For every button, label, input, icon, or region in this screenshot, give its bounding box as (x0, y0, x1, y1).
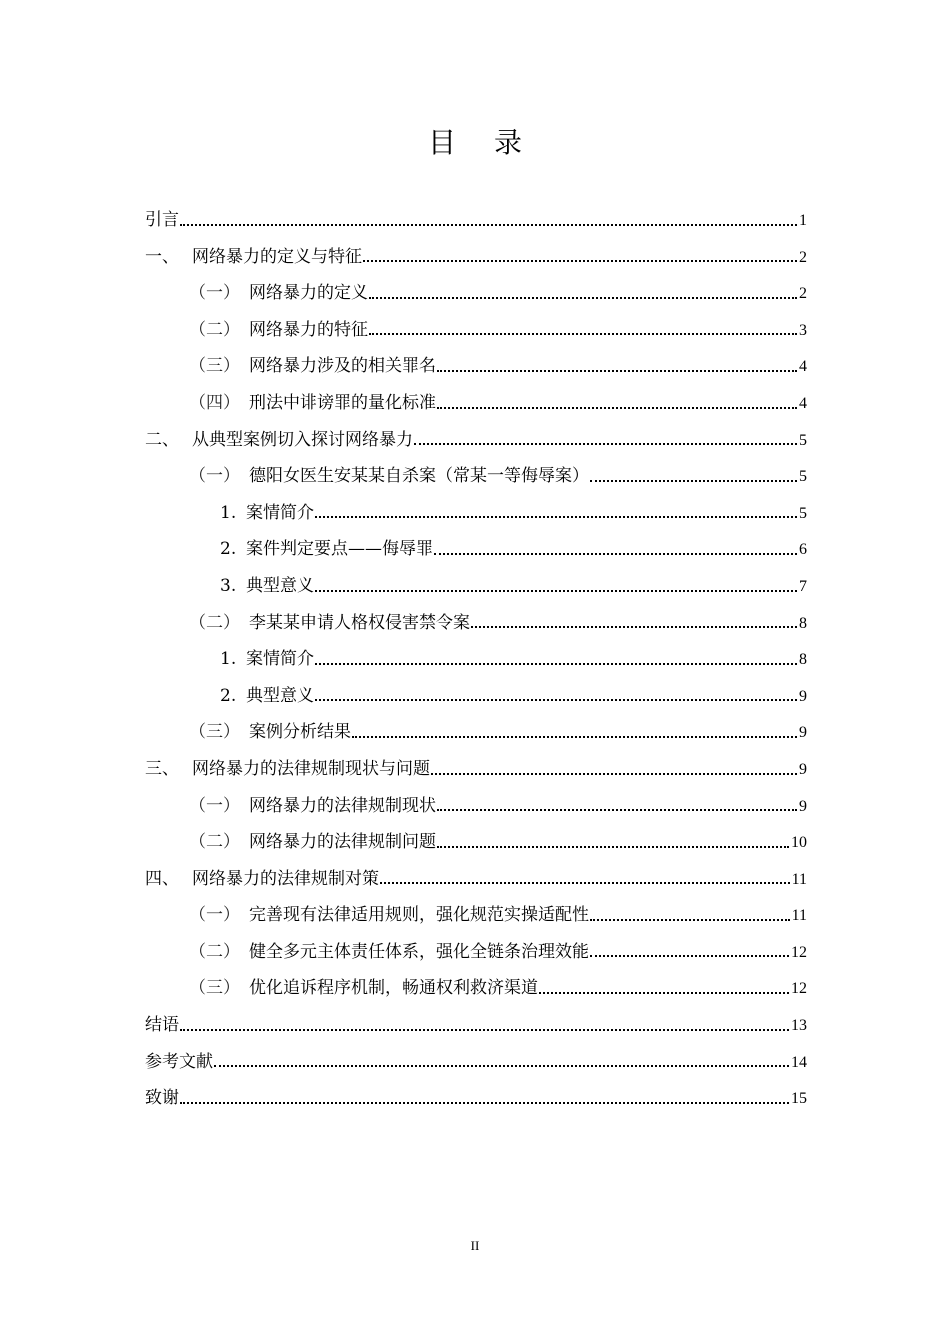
toc-entry-title: 健全多元主体责任体系，强化全链条治理效能 (249, 941, 589, 962)
toc-dot-leader (180, 223, 797, 226)
toc-dot-leader (471, 625, 797, 628)
toc-dot-leader (180, 1028, 789, 1031)
toc-entry-title: 案例分析结果 (249, 722, 351, 743)
toc-entry-title: 从典型案例切入探讨网络暴力 (192, 429, 413, 450)
toc-dot-leader (352, 735, 797, 738)
toc-dot-leader (539, 991, 789, 994)
toc-entry-title: 典型意义 (246, 575, 314, 596)
toc-entry-page: 4 (799, 394, 807, 412)
toc-entry-number: 2. (220, 539, 237, 560)
toc-entry[interactable] (145, 861, 807, 898)
toc-entry-number: （三） (189, 356, 240, 377)
toc-entry-number: （二） (189, 319, 240, 340)
toc-entry-page: 1 (799, 212, 807, 229)
toc-entry-page: 13 (791, 1017, 807, 1035)
toc-entry-number: （三） (189, 722, 240, 743)
toc-dot-leader (437, 406, 797, 409)
toc-entry[interactable] (145, 678, 807, 715)
page-number: II (470, 1238, 480, 1253)
table-of-contents (145, 202, 807, 1117)
toc-entry[interactable] (145, 897, 807, 934)
toc-entry-number: 1. (220, 502, 237, 523)
toc-entry-page: 2 (799, 248, 807, 266)
toc-entry[interactable] (145, 531, 807, 568)
toc-entry[interactable] (145, 1080, 807, 1117)
toc-entry[interactable] (145, 824, 807, 861)
toc-entry-title: 网络暴力的法律规制现状 (249, 795, 436, 816)
toc-entry-page: 5 (799, 431, 807, 449)
toc-dot-leader (414, 442, 797, 445)
toc-entry-number: 四、 (145, 868, 179, 889)
toc-entry-title: 引言 (145, 210, 179, 230)
toc-entry[interactable] (145, 970, 807, 1007)
toc-entry-number: （四） (189, 392, 240, 413)
toc-entry-title: 德阳女医生安某某自杀案（常某一等侮辱案） (249, 466, 589, 487)
toc-dot-leader (590, 954, 789, 957)
toc-entry-number: 1. (220, 649, 237, 670)
toc-dot-leader (380, 881, 790, 884)
toc-entry[interactable] (145, 458, 807, 495)
toc-entry-title: 网络暴力涉及的相关罪名 (249, 356, 436, 377)
toc-entry-page: 9 (799, 687, 807, 705)
toc-entry[interactable] (145, 348, 807, 385)
toc-entry-page: 12 (791, 943, 807, 961)
toc-entry-page: 11 (791, 907, 807, 925)
toc-entry-number: （二） (189, 941, 240, 962)
toc-dot-leader (369, 296, 797, 299)
toc-dot-leader (437, 845, 789, 848)
toc-dot-leader (315, 589, 797, 592)
toc-entry-page: 7 (799, 577, 807, 595)
toc-entry[interactable] (145, 641, 807, 678)
toc-dot-leader (180, 1101, 789, 1104)
toc-entry-page: 3 (799, 321, 807, 339)
toc-entry-number: （三） (189, 978, 240, 999)
toc-entry-page: 12 (791, 980, 807, 998)
toc-entry-title: 典型意义 (246, 685, 314, 706)
toc-entry-number: （一） (189, 795, 240, 816)
toc-entry-title: 网络暴力的法律规制问题 (249, 832, 436, 853)
toc-entry-page: 10 (791, 834, 807, 852)
toc-entry-title: 网络暴力的法律规制现状与问题 (192, 758, 430, 779)
toc-entry[interactable] (145, 239, 807, 276)
toc-entry[interactable] (145, 275, 807, 312)
toc-entry-page: 11 (791, 870, 807, 888)
toc-entry[interactable] (145, 312, 807, 349)
toc-entry-title: 案情简介 (246, 649, 314, 670)
toc-entry[interactable] (145, 751, 807, 788)
toc-dot-leader (369, 332, 797, 335)
toc-dot-leader (434, 552, 797, 555)
toc-entry[interactable] (145, 1007, 807, 1044)
toc-entry-title: 结语 (145, 1015, 179, 1036)
toc-entry-page: 9 (799, 724, 807, 742)
toc-entry[interactable] (145, 1044, 807, 1081)
toc-entry-title: 网络暴力的特征 (249, 319, 368, 340)
toc-entry-title: 优化追诉程序机制，畅通权利救济渠道 (249, 978, 538, 999)
toc-entry-page: 5 (799, 504, 807, 522)
toc-entry-number: （一） (189, 466, 240, 487)
toc-entry[interactable] (145, 422, 807, 459)
toc-entry-number: 一、 (145, 246, 179, 267)
toc-dot-leader (363, 259, 797, 262)
toc-entry-page: 9 (799, 760, 807, 778)
toc-entry[interactable] (145, 202, 807, 239)
toc-entry-number: （二） (189, 832, 240, 853)
toc-entry-number: 二、 (145, 429, 179, 450)
page-title: 目录 (427, 126, 560, 159)
toc-entry-title: 案情简介 (246, 502, 314, 523)
toc-entry-title: 致谢 (145, 1088, 179, 1109)
toc-entry[interactable] (145, 385, 807, 422)
toc-entry-title: 网络暴力的定义与特征 (192, 246, 362, 267)
toc-dot-leader (437, 369, 797, 372)
toc-entry[interactable] (145, 605, 807, 642)
toc-entry-number: 三、 (145, 758, 179, 779)
toc-entry-title: 案件判定要点——侮辱罪 (246, 539, 433, 560)
toc-entry-title: 参考文献 (145, 1051, 213, 1072)
toc-entry-page: 6 (799, 541, 807, 559)
toc-entry-page: 9 (799, 797, 807, 815)
toc-entry-page: 4 (799, 358, 807, 376)
toc-entry-page: 15 (791, 1090, 807, 1108)
toc-dot-leader (431, 772, 797, 775)
toc-entry-title: 完善现有法律适用规则，强化规范实操适配性 (249, 905, 589, 926)
toc-dot-leader (214, 1064, 789, 1067)
toc-dot-leader (315, 698, 797, 701)
toc-entry-title: 李某某申请人格权侵害禁令案 (249, 612, 470, 633)
toc-entry-number: 3. (220, 575, 237, 596)
toc-entry[interactable] (145, 495, 807, 532)
toc-dot-leader (590, 479, 797, 482)
toc-entry-title: 网络暴力的定义 (249, 283, 368, 304)
toc-dot-leader (315, 515, 797, 518)
toc-entry-page: 8 (799, 614, 807, 632)
toc-entry-title: 刑法中诽谤罪的量化标准 (249, 392, 436, 413)
toc-entry-number: （一） (189, 283, 240, 304)
toc-entry-number: 2. (220, 685, 237, 706)
toc-entry[interactable] (145, 788, 807, 825)
toc-dot-leader (590, 918, 790, 921)
toc-entry-number: （一） (189, 905, 240, 926)
toc-entry-title: 网络暴力的法律规制对策 (192, 868, 379, 889)
toc-entry-number: （二） (189, 612, 240, 633)
toc-entry-page: 2 (799, 285, 807, 303)
toc-entry[interactable] (145, 568, 807, 605)
toc-dot-leader (437, 808, 797, 811)
toc-dot-leader (315, 662, 797, 665)
toc-entry-page: 5 (799, 468, 807, 486)
toc-entry-page: 8 (799, 651, 807, 669)
toc-entry-page: 14 (791, 1053, 807, 1071)
toc-entry[interactable] (145, 934, 807, 971)
toc-entry[interactable] (145, 714, 807, 751)
